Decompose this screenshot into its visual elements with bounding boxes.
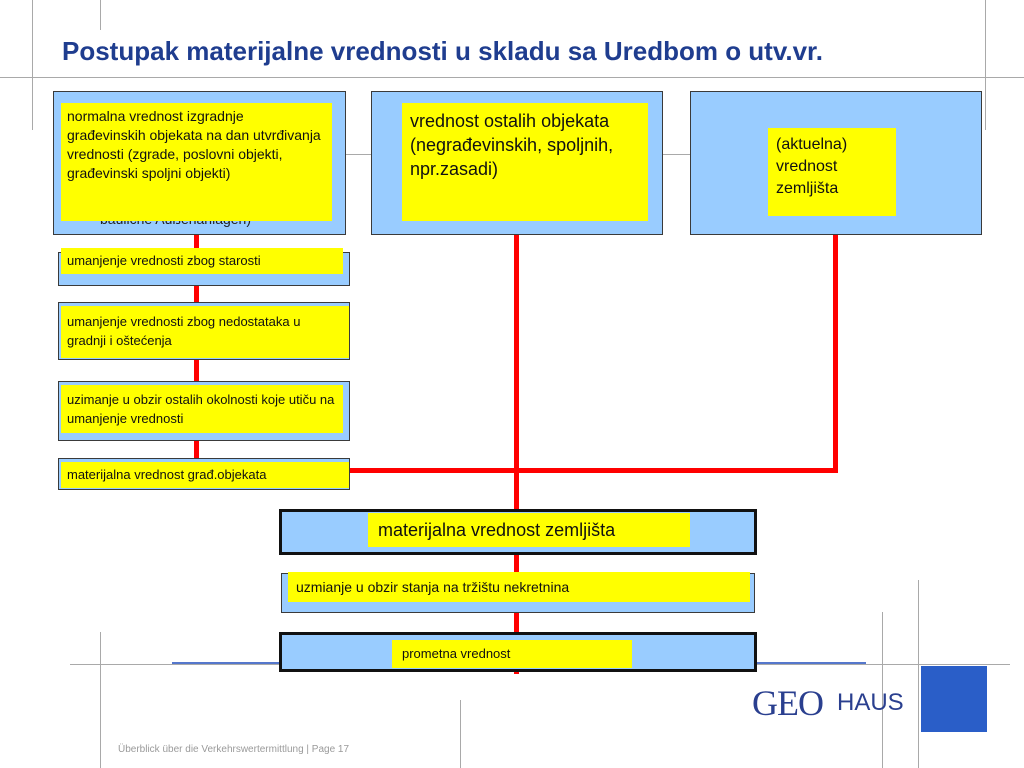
material-value-land-label: materijalna vrednost zemljišta — [368, 513, 690, 547]
other-circumstances-label: uzimanje u obzir ostalih okolnosti koje utiču na umanjenje vrednosti — [61, 385, 343, 433]
footer-text: Überblick über die Verkehrswertermittlung | Page 17 — [118, 744, 350, 755]
market-conditions-label: uzmianje u obzir stanja na tržištu nekretnina — [288, 572, 750, 602]
defects-reduction-label: umanjenje vrednosti zbog nedostataka u gradnji i oštećenja — [61, 306, 349, 358]
land-value-label: (aktuelna) vrednost zemljišta — [768, 128, 896, 216]
guide-line-bottom-mid — [460, 700, 461, 768]
connector-horizontal — [348, 468, 838, 473]
age-reduction-label: umanjenje vrednosti zbog starosti — [61, 248, 343, 274]
page-title: Postupak materijalne vrednosti u skladu sa Uredbom o utv.vr. — [62, 36, 823, 66]
guide-line-top — [0, 77, 1024, 78]
market-value-label: prometna vrednost — [392, 640, 632, 668]
other-objects-label: vrednost ostalih objekata (negrađevinskih, spoljnih, npr.zasadi) — [402, 103, 648, 221]
logo-haus: HAUS — [837, 689, 904, 716]
material-value-buildings-label: materijalna vrednost građ.objekata — [61, 462, 349, 488]
guide-line-bottom-left — [100, 632, 101, 768]
guide-line-right — [985, 0, 986, 130]
guide-line-bottom-right — [918, 580, 919, 768]
logo-square — [921, 666, 987, 732]
guide-line-left — [32, 0, 33, 130]
connector-grey-2 — [661, 154, 691, 155]
connector-grey-1 — [345, 154, 373, 155]
connector-right-vertical — [833, 234, 838, 472]
guide-line-left2 — [100, 0, 101, 30]
building-value-label: normalna vrednost izgradnje građevinskih objekata na dan utvrđivanja vrednosti (zgrade, poslovni objekti, građevinski spoljni objekti) — [61, 103, 332, 221]
logo-geo: GEO — [752, 683, 823, 723]
